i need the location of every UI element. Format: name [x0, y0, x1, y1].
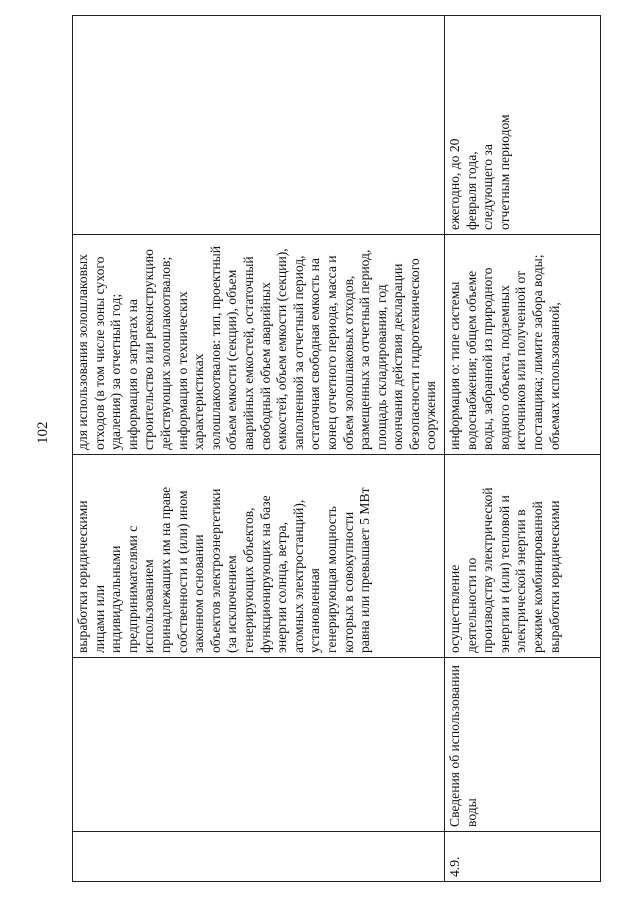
name-cell: Сведения об использовании воды	[445, 658, 601, 832]
row-number-cell: 4.9.	[445, 832, 601, 882]
subjects-cell: осуществление деятельности по производству электрической энергии и (или) тепловой и электрической энергии в режиме комбинированной выработки юридическими	[445, 455, 601, 658]
table-row	[73, 16, 445, 882]
term-cell	[73, 16, 445, 235]
table-row	[445, 16, 601, 882]
table-container	[72, 66, 600, 882]
row-number-cell	[73, 832, 445, 882]
info-cell: информация о: типе системы водоснабжения; общем объеме воды, забранной из природного водного объекта, подземных источников или полученной от поставщика; лимите забора воды; объемах использованной,	[445, 235, 601, 455]
page-number: 102	[35, 421, 51, 444]
term-cell: ежегодно, до 20 февраля года, следующего за отчетным периодом	[445, 16, 601, 235]
subjects-cell: выработки юридическими лицами или индивидуальными предпринимателями с использованием принадлежащих им на праве собственности и (или) ином законном основании объектов электроэнергетики (за исключением генерирующих объектов, функционирующих на базе энергии солнца, ветра, атомных электростанций), установленная генерирующая мощность которых в совокупности равна или превышает 5 МВт	[73, 455, 445, 658]
info-cell: для использования золошлаковых отходов (в том числе зоны сухого удаления) за отчетный год; информация о затратах на строительство или реконструкцию действующих золошлакоотвалов; информация о технических характеристиках золошлакоотвалов: тип, проектный объем емкости (секции), объем аварийных емкостей, остаточный свободный объем аварийных емкостей, объем емкости (секции), заполненной за отчетный период, остаточная свободная емкость на конец отчетного периода, масса и объем золошлаковых отходов, размещенных за отчетный период, площадь складирования, год окончания действия декларации безопасности гидротехнического сооружения	[73, 235, 445, 455]
data-table	[72, 15, 601, 882]
name-cell	[73, 658, 445, 832]
